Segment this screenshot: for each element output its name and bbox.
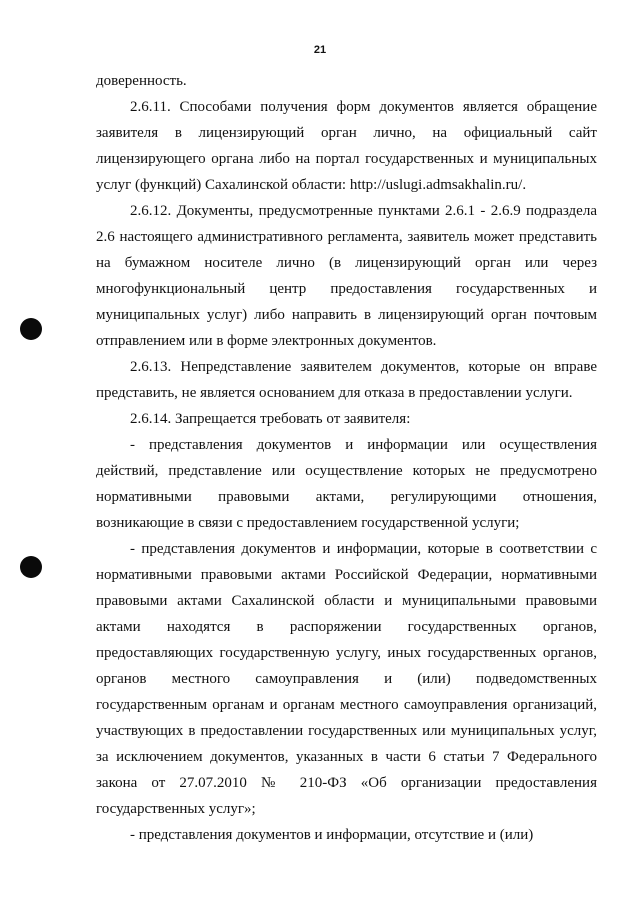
paragraph-2-6-11: 2.6.11. Способами получения форм документов является обращение заявителя в лицензирующий орган лично, на официальный сайт лицензирующего органа либо на портал государственных и муниципальных услуг (функций) Сахалинской области: http://uslugi.admsakhalin.ru/.	[96, 99, 597, 193]
document-body	[96, 68, 597, 848]
paragraph-2-6-13: 2.6.13. Непредставление заявителем документов, которые он вправе представить, не является основанием для отказа в предоставлении услуги.	[96, 359, 597, 401]
paragraph-2-6-12: 2.6.12. Документы, предусмотренные пунктами 2.6.1 - 2.6.9 подраздела 2.6 настоящего административного регламента, заявитель может представить на бумажном носителе лично (в лицензирующий орган или через многофункциональный центр предоставления государственных и муниципальных услуг) либо направить в лицензирующий орган почтовым отправлением или в форме электронных документов.	[96, 203, 597, 349]
list-item-2: - представления документов и информации, которые в соответствии с нормативными правовыми актами Российской Федерации, нормативными правовыми актами Сахалинской области и муниципальными правовыми актами находятся в распоряжении государственных органов, предоставляющих государственную услугу, иных государственных органов, органов местного самоуправления и (или) подведомственных государственным органам и органам местного самоуправления организаций, участвующих в предоставлении государственных или муниципальных услуг, за исключением документов, указанных в части 6 статьи 7 Федерального закона от 27.07.2010 № 210-ФЗ «Об организации предоставления государственных услуг»;	[96, 541, 597, 817]
page-number: 21	[313, 44, 327, 56]
punch-hole-top	[20, 318, 42, 340]
punch-hole-bottom	[20, 556, 42, 578]
paragraph-2-6-14: 2.6.14. Запрещается требовать от заявителя:	[130, 411, 411, 427]
list-item-1: - представления документов и информации или осуществления действий, представление или осуществление которых не предусмотрено нормативными правовыми актами, регулирующими отношения, возникающие в связи с предоставлением государственной услуги;	[96, 437, 597, 531]
paragraph-continuation: доверенность.	[96, 73, 187, 89]
list-item-3: - представления документов и информации, отсутствие и (или)	[130, 827, 534, 843]
